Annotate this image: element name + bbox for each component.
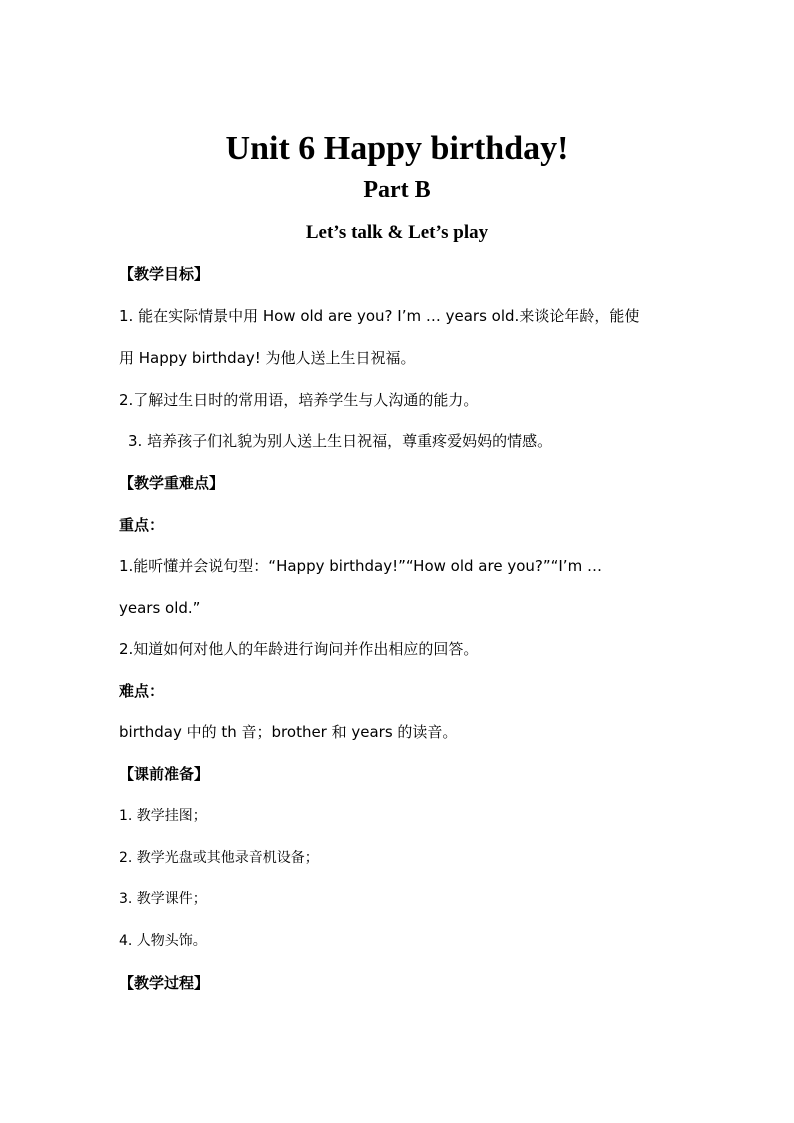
key-points-heading: 【教学重难点】 <box>119 474 225 492</box>
prep-item-1: 1. 教学挂图； <box>119 808 207 824</box>
objective-line-2: 用 Happy birthday! 为他人送上生日祝福。 <box>119 349 416 367</box>
prep-item-3: 3. 教学课件； <box>119 891 207 907</box>
key-point-line-3: 2.知道如何对他人的年龄进行询问并作出相应的回答。 <box>119 640 479 658</box>
process-heading: 【教学过程】 <box>119 974 210 992</box>
lesson-title: Let’s talk & Let’s play <box>305 222 489 243</box>
prep-item-2: 2. 教学光盘或其他录音机设备； <box>119 850 319 866</box>
key-point-line-1: 1.能听懂并会说句型：“Happy birthday!”“How old are you?”“I’m … <box>119 557 602 575</box>
objective-line-1: 1. 能在实际情景中用 How old are you? I’m … years old.来谈论年龄，能使 <box>119 307 640 325</box>
difficult-point-line-1: birthday 中的 th 音；brother 和 years 的读音。 <box>119 723 458 741</box>
key-point-line-2: years old.” <box>119 599 201 617</box>
difficult-label: 难点： <box>119 682 165 700</box>
objective-line-3: 2.了解过生日时的常用语，培养学生与人沟通的能力。 <box>119 391 479 409</box>
document-subtitle: Part B <box>363 177 431 203</box>
key-label: 重点： <box>119 516 165 534</box>
objectives-heading: 【教学目标】 <box>119 265 210 283</box>
prep-item-4: 4. 人物头饰。 <box>119 933 207 949</box>
prep-heading: 【课前准备】 <box>119 765 210 783</box>
document-title: Unit 6 Happy birthday! <box>225 130 569 167</box>
objective-line-4: 3. 培养孩子们礼貌为别人送上生日祝福，尊重疼爱妈妈的情感。 <box>128 432 553 450</box>
